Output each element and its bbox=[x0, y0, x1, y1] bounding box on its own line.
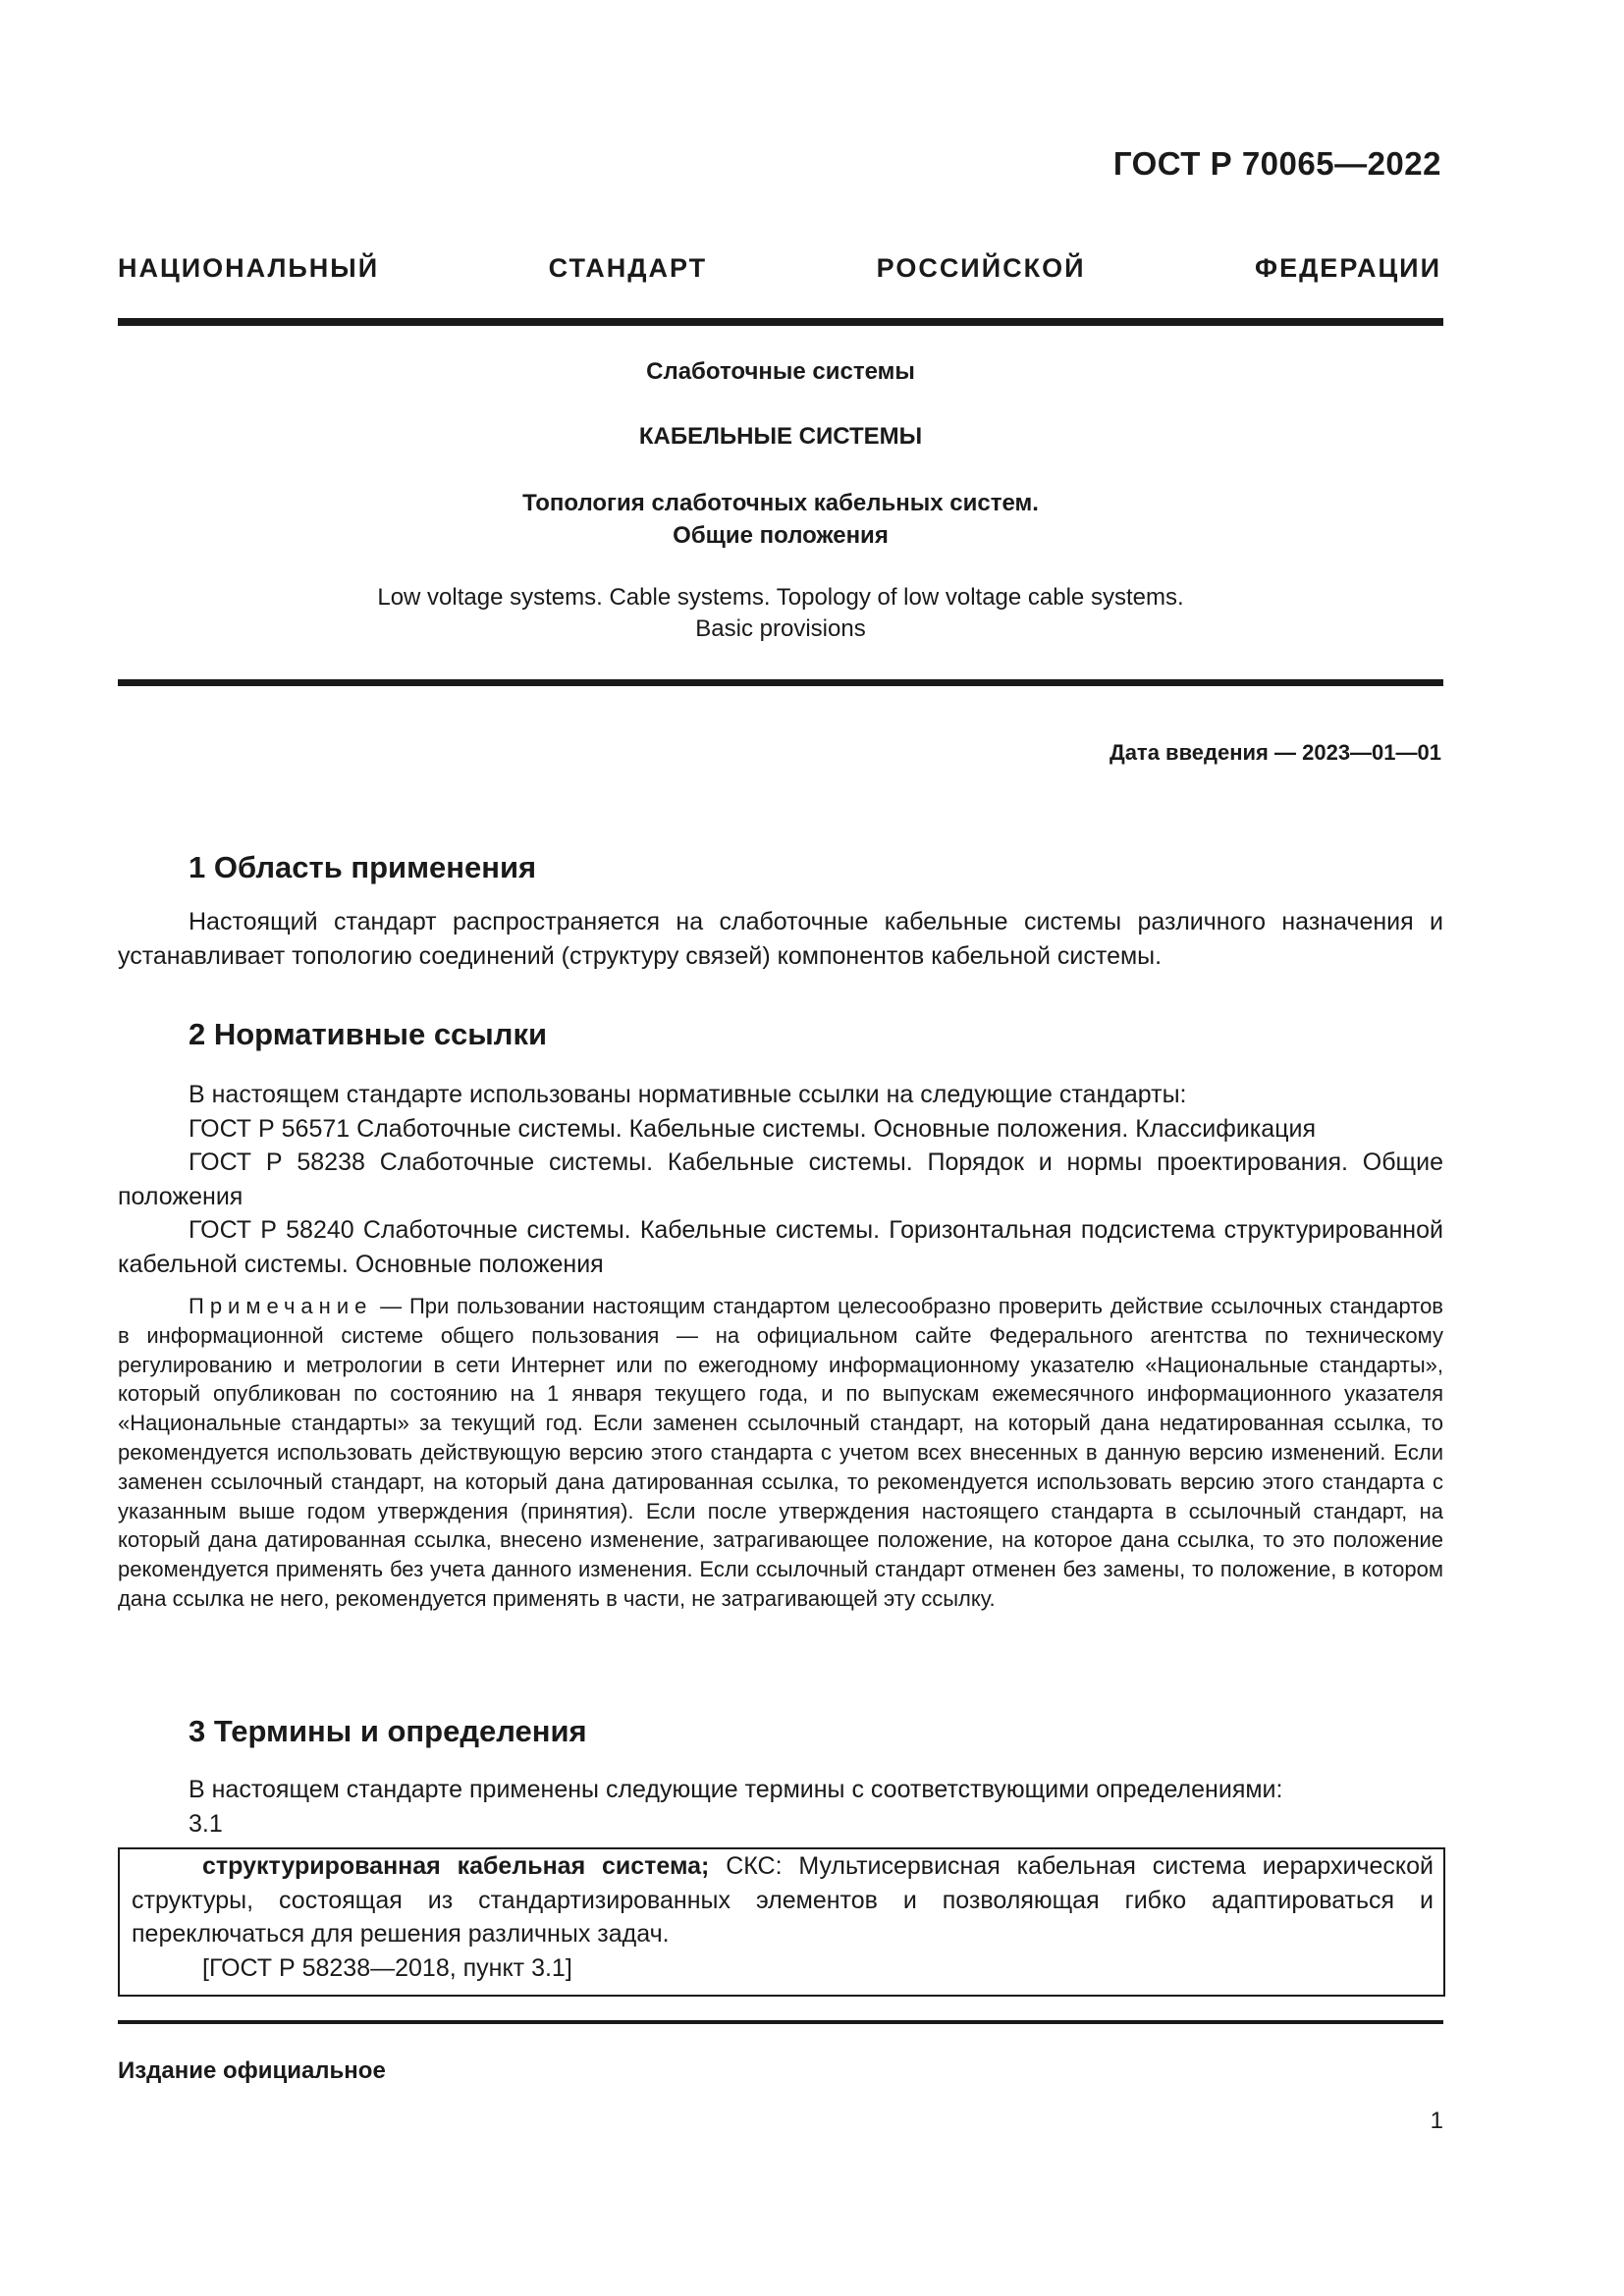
introduction-date: Дата введения — 2023—01—01 bbox=[1110, 740, 1441, 765]
references-block bbox=[118, 1078, 1443, 1281]
reference-item: ГОСТ Р 58238 Слаботочные системы. Кабельные системы. Порядок и нормы проектирования. Общие положения bbox=[118, 1148, 1443, 1210]
scope-paragraph bbox=[118, 905, 1443, 973]
section-heading-references: 2 Нормативные ссылки bbox=[189, 1017, 548, 1051]
title-main: КАБЕЛЬНЫЕ СИСТЕМЫ bbox=[638, 423, 923, 450]
title-english-line2: Basic provisions bbox=[695, 615, 866, 642]
title-subtitle: Слаботочные системы bbox=[646, 358, 915, 385]
reference-item: ГОСТ Р 58240 Слаботочные системы. Кабельные системы. Горизонтальная подсистема структурированной кабельной системы. Основные положения bbox=[118, 1216, 1443, 1278]
terms-intro: В настоящем стандарте применены следующие термины с соответствующими определениями: bbox=[189, 1776, 1283, 1803]
reference-item: ГОСТ Р 56571 Слаботочные системы. Кабельные системы. Основные положения. Классификация bbox=[189, 1114, 1317, 1143]
title-topic-line2: Общие положения bbox=[673, 522, 889, 549]
term-definition-box bbox=[118, 1847, 1445, 1997]
terms-intro-block bbox=[118, 1773, 1443, 1841]
gost-number: ГОСТ Р 70065—2022 bbox=[1112, 145, 1441, 182]
note-label: Примечание bbox=[189, 1294, 373, 1318]
references-intro: В настоящем стандарте использованы нормативные ссылки на следующие стандарты: bbox=[189, 1081, 1187, 1108]
term-source: [ГОСТ Р 58238—2018, пункт 3.1] bbox=[202, 1953, 572, 1982]
term-definition: СКС: Мультисервисная кабельная система иерархической структуры, состоящая из стандартизированных элементов и позволяющая гибко адаптироваться и переключаться для решения различных задач. bbox=[132, 1852, 1434, 1948]
title-rule bbox=[118, 679, 1443, 686]
title-english bbox=[118, 582, 1443, 645]
section-heading-scope: 1 Область применения bbox=[189, 850, 537, 884]
header-rule bbox=[118, 318, 1443, 326]
note-text: — При пользовании настоящим стандартом целесообразно проверить действие ссылочных стандартов в информационной системе общего пользования — на официальном сайте Федерального агентства по техническому регулированию и метрологии в сети Интернет или по ежегодному информационному указателю «Национальные стандарты», который опубликован по состоянию на 1 января текущего года, и по выпускам ежемесячного информационного указателя «Национальные стандарты» за текущий год. Если заменен ссылочный стандарт, на который дана недатированная ссылка, то рекомендуется использовать действующую версию этого стандарта с учетом всех внесенных в данную версию изменений. Если заменен ссылочный стандарт, на который дана датированная ссылка, то рекомендуется использовать версию этого стандарта с указанным выше годом утверждения (принятия). Если после утверждения настоящего стандарта в ссылочный стандарт, на который дана датированная ссылка, внесено изменение, затрагивающее положение, на которое дана ссылка, то это положение рекомендуется применять без учета данного изменения. Если ссылочный стандарт отменен без замены, то положение, в котором дана ссылка не него, рекомендуется применять в части, не затрагивающей эту ссылку. bbox=[118, 1294, 1443, 1611]
title-english-line1: Low voltage systems. Cable systems. Topology of low voltage cable systems. bbox=[377, 584, 1184, 611]
scope-text: Настоящий стандарт распространяется на слаботочные кабельные системы различного назначения и устанавливает топологию соединений (структуру связей) компонентов кабельной системы. bbox=[118, 908, 1443, 970]
official-edition-label: Издание официальное bbox=[118, 2057, 386, 2084]
references-note bbox=[118, 1292, 1443, 1614]
section-heading-terms: 3 Термины и определения bbox=[189, 1714, 587, 1748]
national-standard-banner: НАЦИОНАЛЬНЫЙ СТАНДАРТ РОССИЙСКОЙ ФЕДЕРАЦИИ bbox=[118, 253, 1441, 283]
term-name: структурированная кабельная система; bbox=[202, 1852, 710, 1880]
title-topic bbox=[118, 487, 1443, 552]
term-number: 3.1 bbox=[189, 1809, 223, 1838]
footer-rule bbox=[118, 2020, 1443, 2024]
title-topic-line1: Топология слаботочных кабельных систем. bbox=[522, 490, 1039, 516]
page-number: 1 bbox=[1430, 2108, 1443, 2134]
